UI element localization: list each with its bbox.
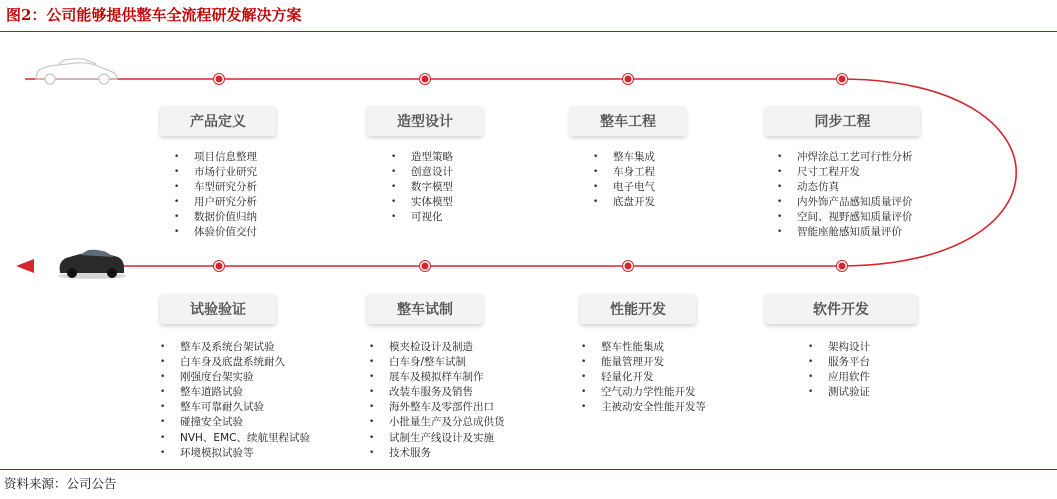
- list-item: • 尺寸工程开发: [777, 165, 913, 180]
- node-dot: [837, 261, 848, 272]
- stage-list-performance-development: [581, 340, 706, 415]
- list-item: • 白车身/整车试制: [369, 355, 505, 370]
- stage-heading-product-definition: 产品定义: [160, 106, 276, 136]
- stage-heading-vehicle-engineering: 整车工程: [570, 106, 686, 136]
- list-item: • 实体模型: [391, 195, 453, 210]
- list-item: • 展车及模拟样车制作: [369, 370, 505, 385]
- list-item: • 电子电气: [593, 180, 655, 195]
- list-item: • 白车身及底盘系统耐久: [160, 355, 310, 370]
- list-item: • 碰撞安全试验: [160, 415, 310, 430]
- list-item: • 整车道路试验: [160, 385, 310, 400]
- list-item: • 车身工程: [593, 165, 655, 180]
- list-item: • 整车可靠耐久试验: [160, 400, 310, 415]
- list-item: • 动态仿真: [777, 180, 913, 195]
- list-item: • 整车及系统台架试验: [160, 340, 310, 355]
- dark-car-icon: [58, 250, 126, 279]
- list-item: • 内外饰产品感知质量评价: [777, 195, 913, 210]
- stage-list-styling-design: [391, 150, 453, 225]
- track-arrow-icon: [16, 259, 34, 273]
- list-item: • 整车集成: [593, 150, 655, 165]
- node-dot: [623, 74, 634, 85]
- list-item: • 主被动安全性能开发等: [581, 400, 706, 415]
- list-item: • 市场行业研究: [174, 165, 257, 180]
- stage-list-vehicle-engineering: [593, 150, 655, 210]
- node-dot: [420, 74, 431, 85]
- stage-heading-styling-design: 造型设计: [367, 106, 483, 136]
- list-item: • 服务平台: [808, 355, 870, 370]
- list-item: • 冲焊涂总工艺可行性分析: [777, 150, 913, 165]
- list-item: • 海外整车及零部件出口: [369, 400, 505, 415]
- node-dot: [214, 261, 225, 272]
- stage-list-simultaneous-engineering: [777, 150, 913, 241]
- stage-list-software-development: [808, 340, 870, 400]
- list-item: • 用户研究分析: [174, 195, 257, 210]
- stage-heading-performance-development: 性能开发: [580, 294, 696, 324]
- node-dot: [623, 261, 634, 272]
- list-item: • 可视化: [391, 210, 453, 225]
- list-item: • 空间、视野感知质量评价: [777, 210, 913, 225]
- outline-car-icon: [36, 59, 117, 84]
- list-item: • 底盘开发: [593, 195, 655, 210]
- list-item: • 数据价值归纳: [174, 210, 257, 225]
- list-item: • 创意设计: [391, 165, 453, 180]
- list-item: • 环境模拟试验等: [160, 446, 310, 461]
- source-note: 资料来源：公司公告: [4, 476, 117, 491]
- list-item: • 车型研究分析: [174, 180, 257, 195]
- node-dot: [420, 261, 431, 272]
- list-item: • 测试验证: [808, 385, 870, 400]
- stage-heading-simultaneous-engineering: 同步工程: [765, 106, 920, 136]
- list-item: • 项目信息整理: [174, 150, 257, 165]
- node-dot: [214, 74, 225, 85]
- list-item: • 轻量化开发: [581, 370, 706, 385]
- list-item: • 应用软件: [808, 370, 870, 385]
- stage-list-prototype-build: [369, 340, 505, 461]
- list-item: • 智能座舱感知质量评价: [777, 225, 913, 240]
- stage-list-product-definition: [174, 150, 257, 241]
- list-item: • 体验价值交付: [174, 225, 257, 240]
- stage-heading-testing-validation: 试验验证: [160, 294, 276, 324]
- list-item: • 改装车服务及销售: [369, 385, 505, 400]
- list-item: • 整车性能集成: [581, 340, 706, 355]
- list-item: • 空气动力学性能开发: [581, 385, 706, 400]
- node-dot: [837, 74, 848, 85]
- stage-list-testing-validation: [160, 340, 310, 461]
- bottom-divider: [0, 469, 1057, 470]
- node-dots: [214, 74, 848, 272]
- list-item: • 模夹检设计及制造: [369, 340, 505, 355]
- list-item: • 架构设计: [808, 340, 870, 355]
- list-item: • 刚强度台架实验: [160, 370, 310, 385]
- stage-heading-prototype-build: 整车试制: [367, 294, 483, 324]
- list-item: • 能量管理开发: [581, 355, 706, 370]
- list-item: • 试制生产线设计及实施: [369, 431, 505, 446]
- figure-title: 图2：公司能够提供整车全流程研发解决方案: [6, 6, 302, 24]
- list-item: • 技术服务: [369, 446, 505, 461]
- list-item: • 数字模型: [391, 180, 453, 195]
- list-item: • 造型策略: [391, 150, 453, 165]
- list-item: • 小批量生产及分总成供货: [369, 415, 505, 430]
- list-item: • NVH、EMC、续航里程试验: [160, 431, 310, 446]
- stage-heading-software-development: 软件开发: [765, 294, 917, 324]
